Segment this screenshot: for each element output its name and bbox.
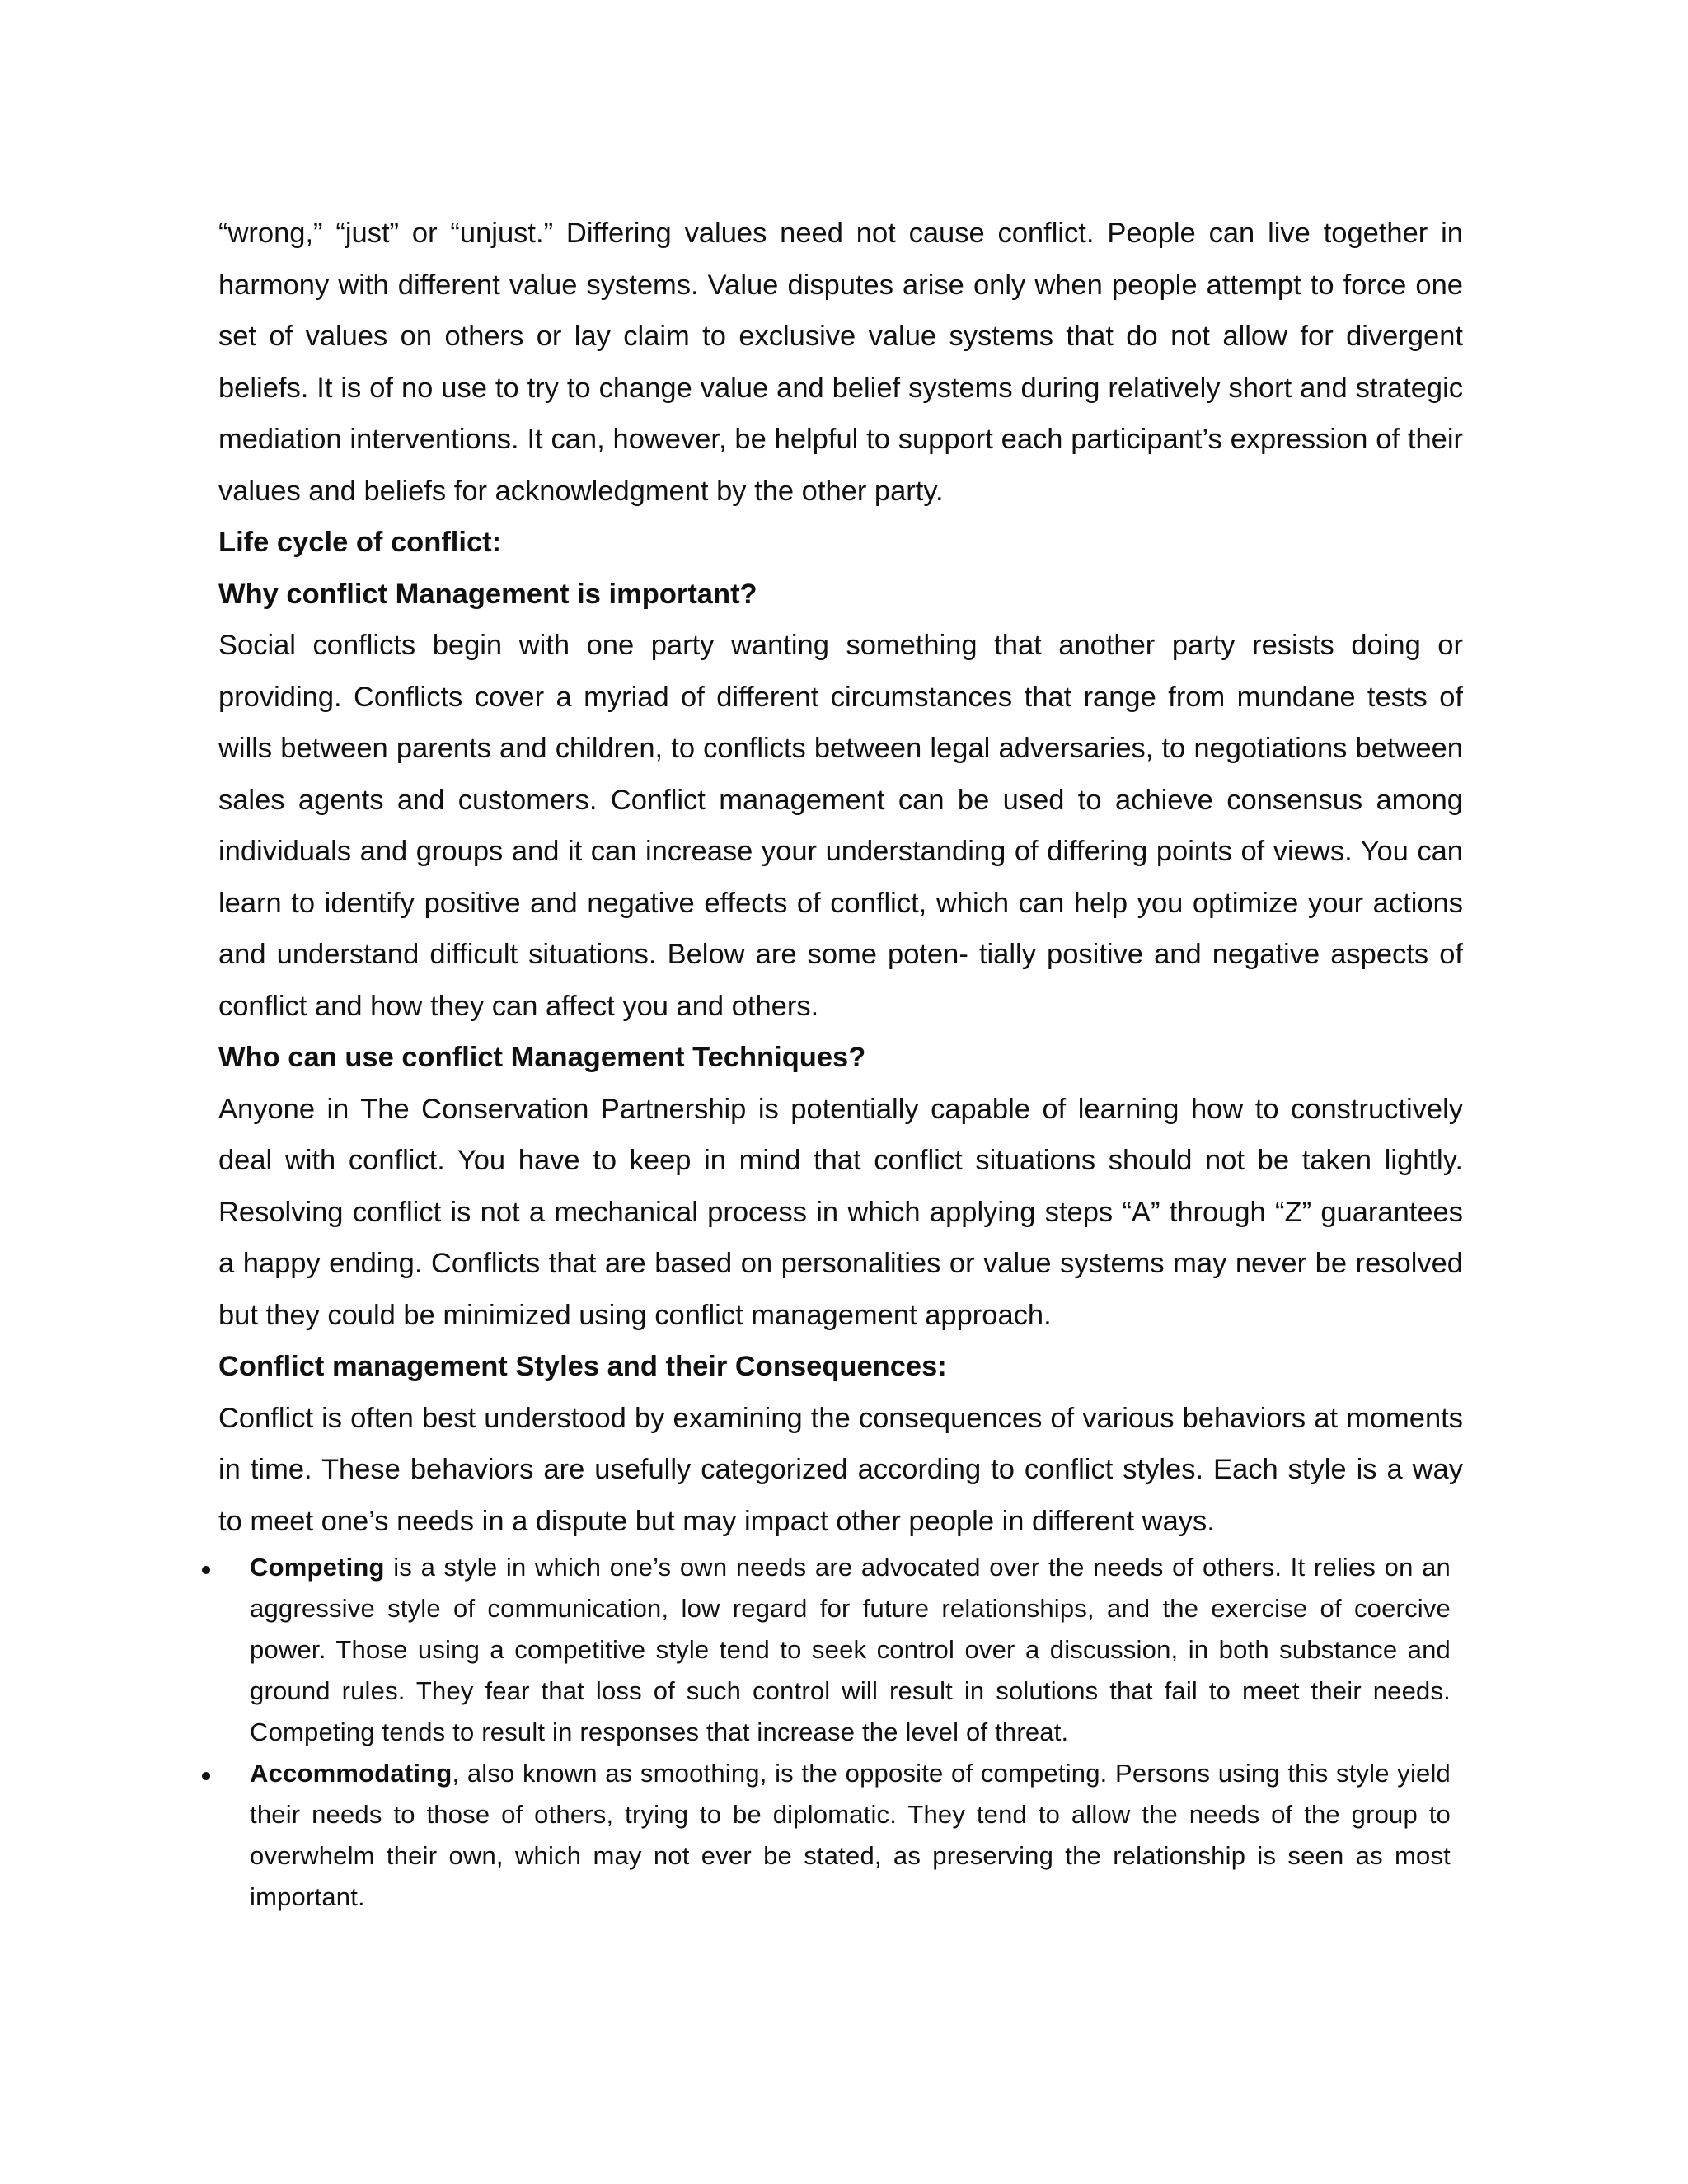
paragraph-social-conflicts: Social conflicts begin with one party wanting something that another party resists doing or providing. Conflicts cover a myriad of different circumstances that range from mundane tests of wills between parents and children, to conflicts between legal adversaries, to negotiations between sales agents and customers. Conflict management can be used to achieve consensus among individuals and groups and it can increase your understanding of differing points of views. You can learn to identify positive and negative effects of conflict, which can help you optimize your actions and understand difficult situations. Below are some poten- tially positive and negative aspects of conflict and how they can affect you and others.	[218, 630, 1463, 1022]
heading-life-cycle: Life cycle of conflict:	[218, 527, 502, 558]
paragraph-conservation-partnership: Anyone in The Conservation Partnership is potentially capable of learning how to constructively deal with conflict. You have to keep in mind that conflict situations should not be taken lightly. Resolving conflict is not a mechanical process in which applying steps “A” through “Z” guarantees a happy ending. Conflicts that are based on personalities or value systems may never be resolved but they could be minimized using conflict management approach.	[218, 1093, 1463, 1331]
bullet-term: Accommodating	[250, 1759, 452, 1788]
bullet-text: is a style in which one’s own needs are advocated over the needs of others. It relies on an aggressive style of communication, low regard for future relationships, and the exercise of coercive power. Those using a competitive style tend to seek control over a discussion, in both substance and ground rules. They fear that loss of such control will result in solutions that fail to meet their needs. Competing tends to result in responses that increase the level of threat.	[250, 1553, 1451, 1746]
paragraph-value-disputes: “wrong,” “just” or “unjust.” Differing values need not cause conflict. People can live together in harmony with different value systems. Value disputes arise only when people attempt to force one set of values on others or lay claim to exclusive value systems that do not allow for divergent beliefs. It is of no use to try to change value and belief systems during relatively short and strategic mediation interventions. It can, however, be helpful to support each participant’s expression of their values and beliefs for acknowledgment by the other party.	[218, 218, 1463, 507]
list-item-accommodating	[218, 1753, 1451, 1918]
conflict-styles-list	[218, 1547, 1451, 1918]
paragraph-conflict-styles: Conflict is often best understood by examining the consequences of various behaviors at moments in time. These behaviors are usefully categorized according to conflict styles. Each style is a way to meet one’s needs in a dispute but may impact other people in different ways.	[218, 1402, 1463, 1537]
document-page	[218, 208, 1463, 1918]
heading-why-important: Why conflict Management is important?	[218, 578, 757, 610]
list-item-competing	[218, 1547, 1451, 1753]
bullet-icon	[202, 1772, 210, 1780]
bullet-icon	[202, 1566, 210, 1574]
bullet-text: , also known as smoothing, is the opposite of competing. Persons using this style yield their needs to those of others, trying to be diplomatic. They tend to allow the needs of the group to overwhelm their own, which may not ever be stated, as preserving the relationship is seen as most important.	[250, 1759, 1451, 1911]
heading-styles-consequences: Conflict management Styles and their Consequences:	[218, 1351, 947, 1382]
heading-who-can-use: Who can use conflict Management Techniques?	[218, 1042, 866, 1073]
bullet-term: Competing	[250, 1553, 385, 1582]
